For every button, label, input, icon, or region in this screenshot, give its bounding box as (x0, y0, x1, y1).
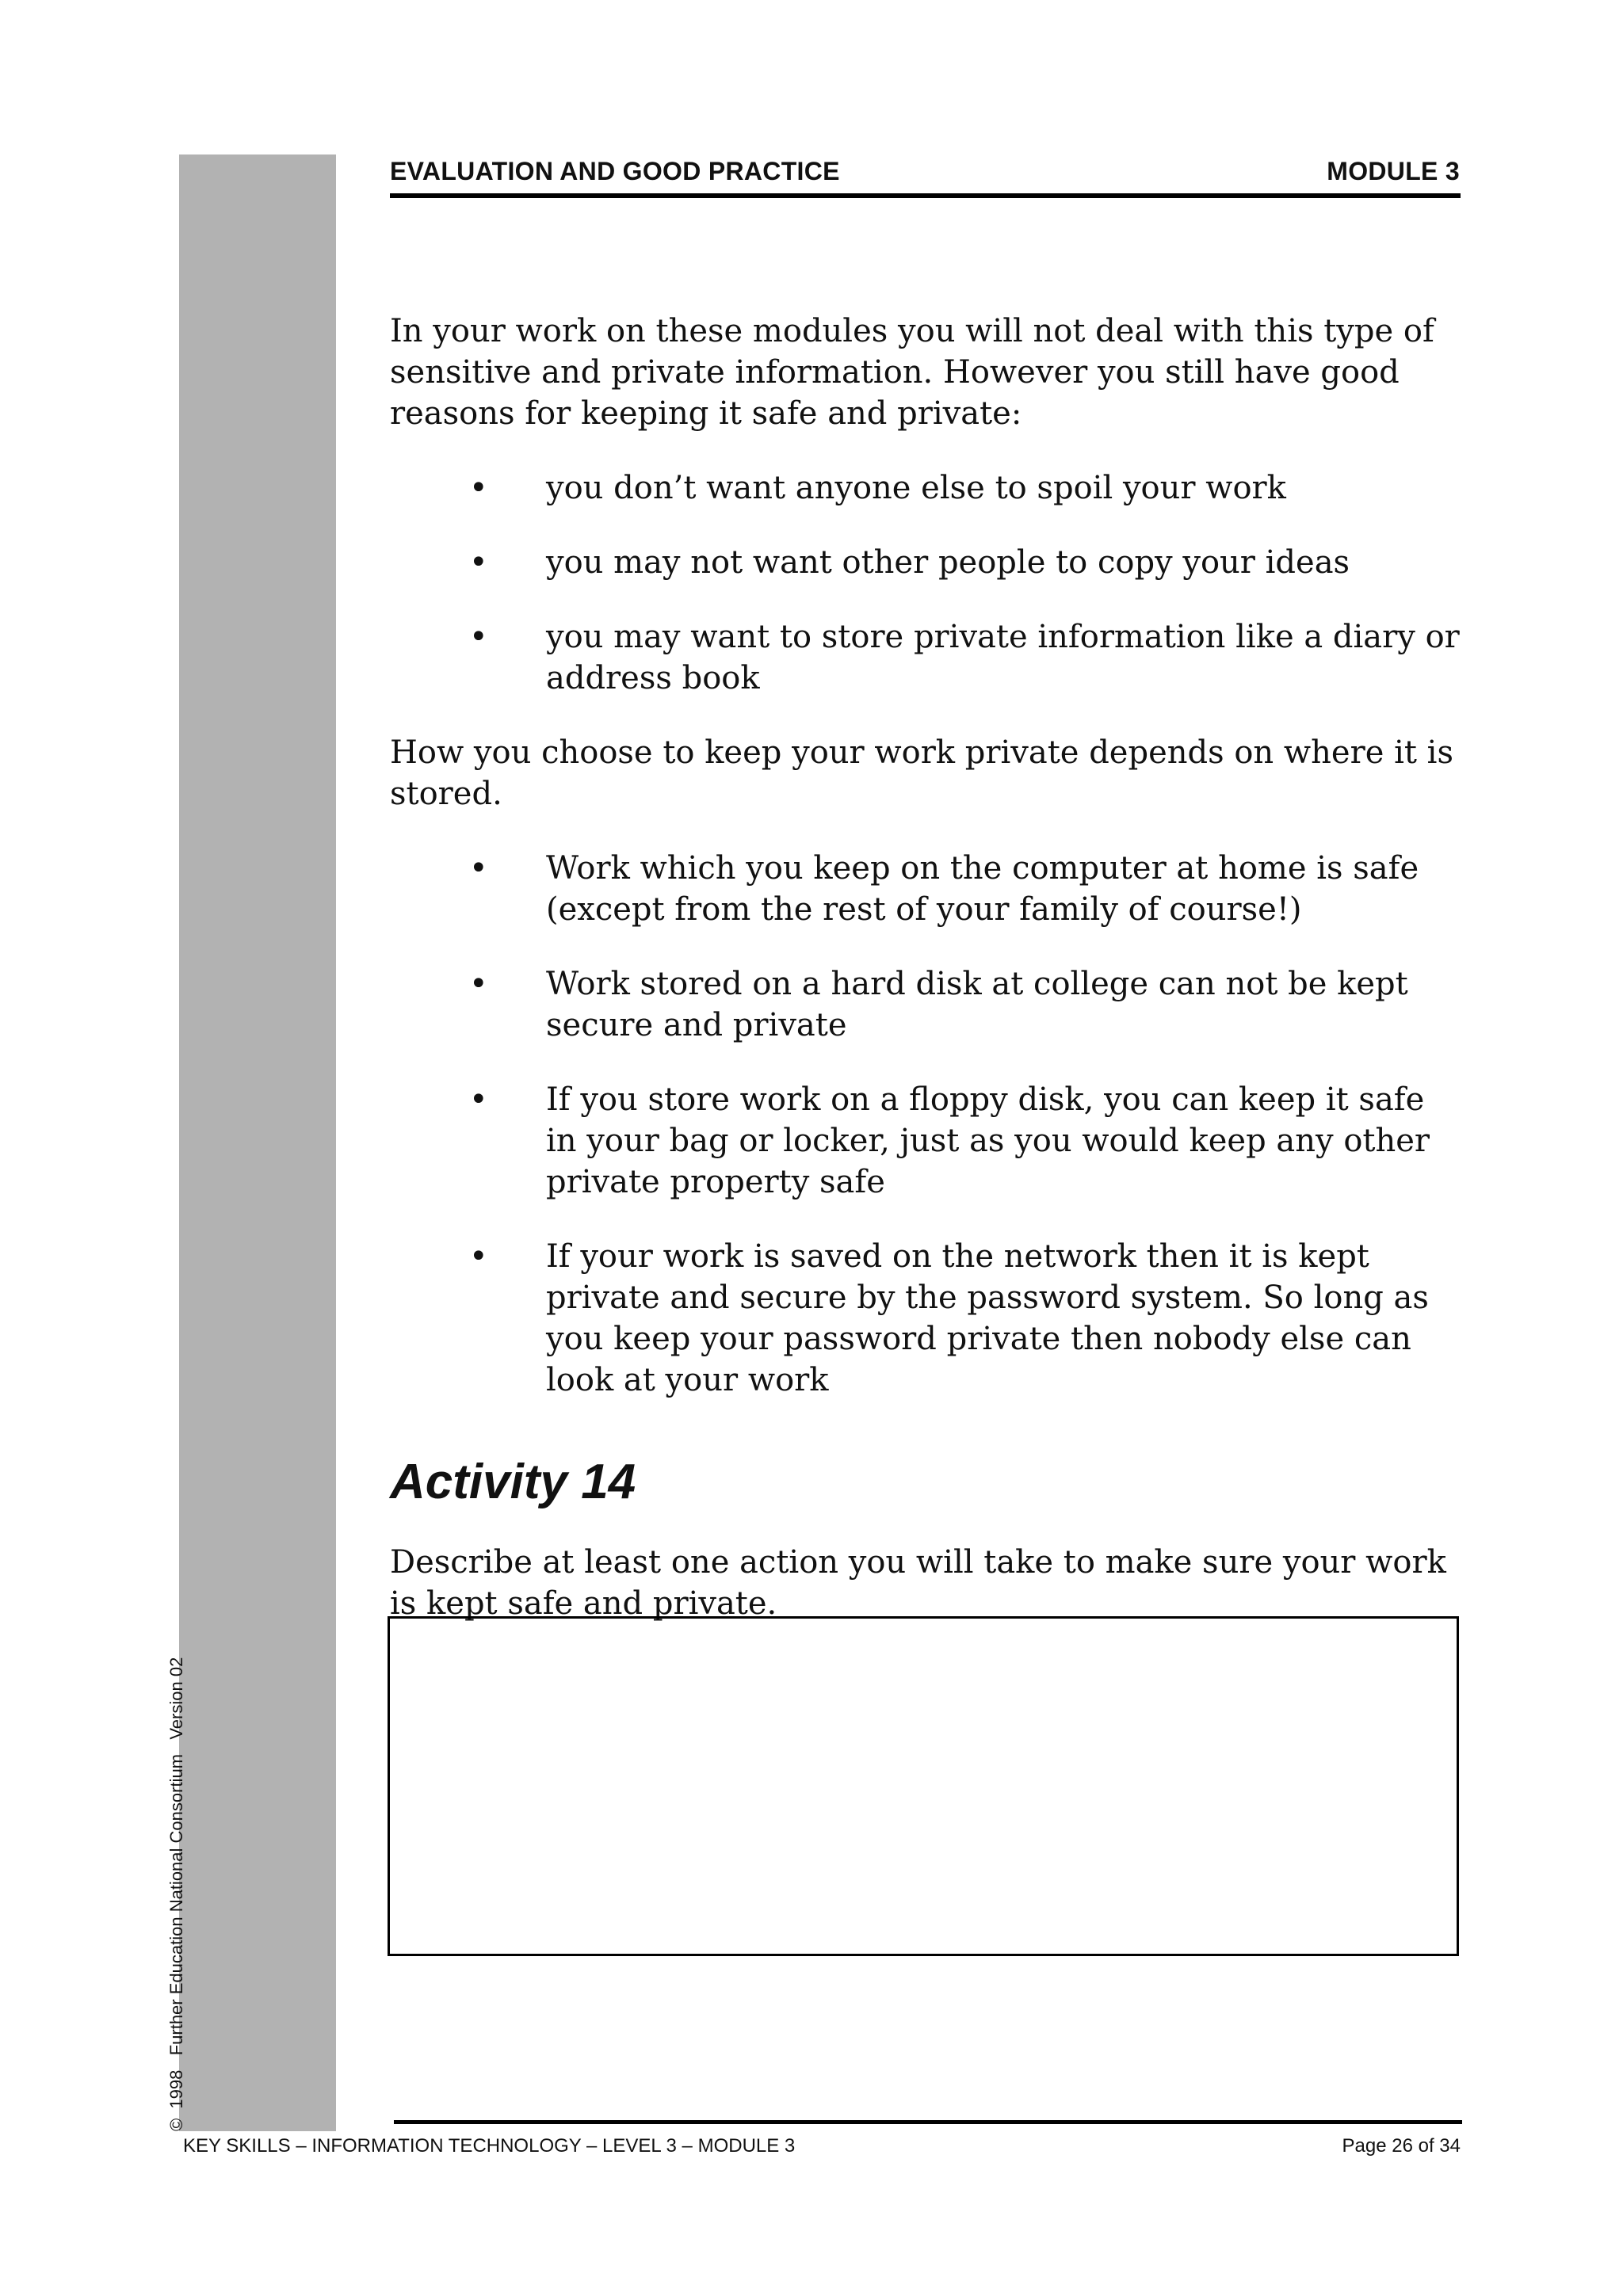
footer-rule (394, 2120, 1462, 2124)
bullet-icon: • (469, 850, 488, 887)
margin-grey-bar (179, 154, 336, 2131)
storage-paragraph: How you choose to keep your work private depends on where it is stored. (390, 734, 1453, 812)
list-item-text: If your work is saved on the network then it is kept private and secure by the password system. So long as you keep your password private then nobody else can look at your work (546, 1238, 1429, 1398)
list-item-text: Work stored on a hard disk at college can not be kept secure and private (546, 966, 1408, 1043)
activity-instruction: Describe at least one action you will take to make sure your work is kept safe and private. (390, 1544, 1446, 1622)
intro-paragraph: In your work on these modules you will not deal with this type of sensitive and private information. However you still have good reasons for keeping it safe and private: (390, 313, 1434, 432)
bullet-icon: • (469, 966, 488, 1002)
footer-course: KEY SKILLS – INFORMATION TECHNOLOGY – LEVEL 3 – MODULE 3 (183, 2135, 796, 2157)
list-item (390, 542, 1461, 583)
copyright-side-note: © 1998 Further Education National Consortium Version 02 (166, 1657, 186, 2131)
list-item (390, 467, 1461, 509)
bullet-icon: • (469, 470, 488, 506)
answer-box[interactable] (388, 1616, 1459, 1956)
bullet-icon: • (469, 544, 488, 581)
activity-heading: Activity 14 (390, 1455, 636, 1509)
list-item-text: you may want to store private information like a diary or address book (546, 619, 1460, 696)
bullet-icon: • (469, 619, 488, 655)
list-item-text: you don’t want anyone else to spoil your work (546, 470, 1286, 506)
main-content (390, 311, 1461, 1657)
list-item-text: If you store work on a floppy disk, you can keep it safe in your bag or locker, just as you would keep any other private property safe (546, 1081, 1430, 1200)
list-item (390, 848, 1461, 930)
list-item (390, 616, 1461, 699)
page-number: Page 26 of 34 (1342, 2135, 1461, 2157)
list-item-text: Work which you keep on the computer at home is safe (except from the rest of your family of course!) (546, 850, 1419, 928)
header-title: EVALUATION AND GOOD PRACTICE (390, 157, 840, 185)
bullet-icon: • (469, 1238, 488, 1275)
bullet-icon: • (469, 1081, 488, 1118)
page-header (390, 157, 1460, 186)
header-rule (390, 193, 1461, 198)
storage-list (390, 848, 1461, 1401)
list-item (390, 1236, 1461, 1401)
list-item (390, 1079, 1461, 1203)
header-module: MODULE 3 (1327, 157, 1460, 185)
list-item-text: you may not want other people to copy your ideas (546, 544, 1350, 581)
page-footer (183, 2135, 1461, 2157)
reasons-list (390, 467, 1461, 699)
list-item (390, 963, 1461, 1046)
